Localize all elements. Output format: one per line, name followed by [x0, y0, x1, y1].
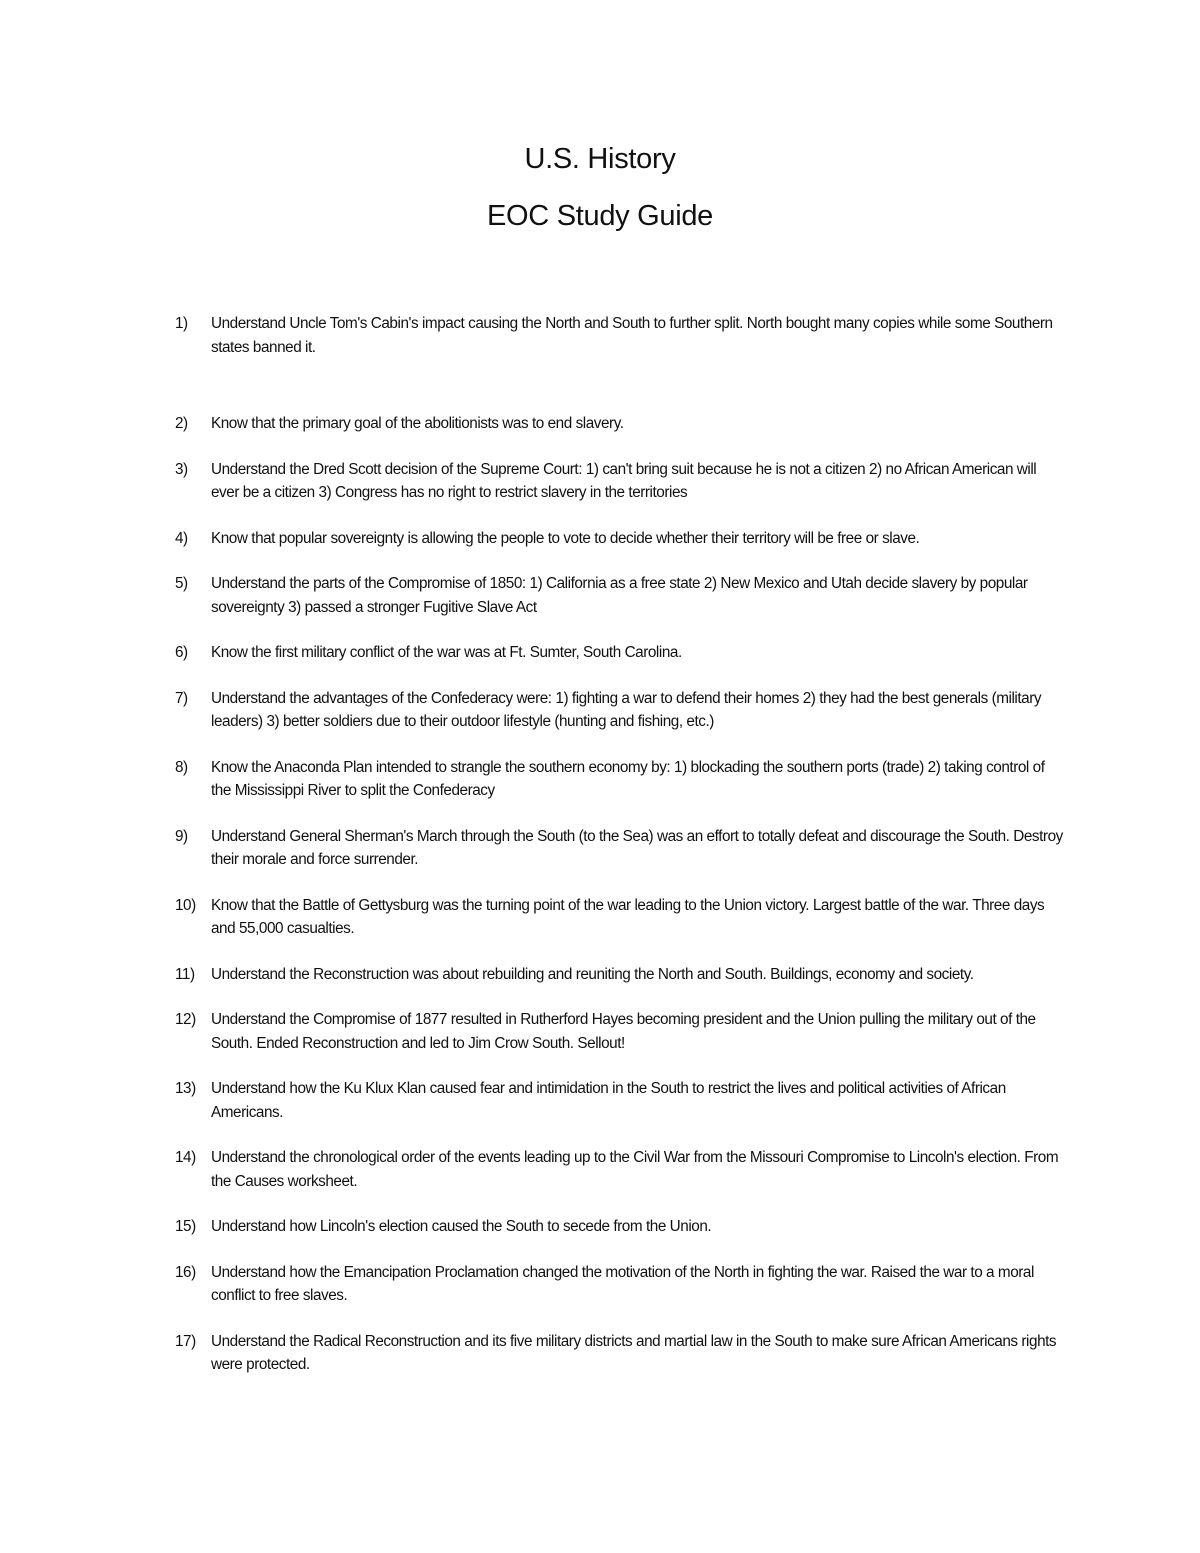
item-number: 7)	[175, 689, 188, 707]
item-number: 1)	[175, 315, 188, 332]
document-subtitle: EOC Study Guide	[487, 200, 713, 232]
list-item	[0, 894, 1200, 941]
list-item	[0, 527, 1200, 551]
item-text: Understand the Dred Scott decision of the Supreme Court: 1) can't bring suit because he is not a citizen 2) no African American will ever be a citizen 3) Congress has no right to restrict slavery in the territories	[211, 460, 1037, 501]
item-number: 14)	[175, 1149, 196, 1166]
list-item	[0, 1146, 1200, 1193]
list-item	[0, 756, 1200, 803]
item-number: 15)	[175, 1218, 196, 1235]
list-item	[0, 1008, 1200, 1055]
list-item	[0, 572, 1200, 619]
item-text: Understand the parts of the Compromise of 1850: 1) California as a free state 2) New Mexico and Utah decide slavery by popular sovereignty 3) passed a stronger Fugitive Slave Act	[211, 575, 1028, 616]
item-number: 11)	[175, 965, 195, 983]
list-item	[0, 1261, 1200, 1308]
item-text: Understand the Compromise of 1877 resulted in Rutherford Hayes becoming president and the Union pulling the military out of the South. Ended Reconstruction and led to Jim Crow South. Sellout!	[211, 1011, 1036, 1052]
item-number: 13)	[175, 1080, 196, 1097]
document-title: U.S. History	[524, 143, 676, 175]
list-item	[0, 1215, 1200, 1239]
list-item	[0, 412, 1200, 436]
item-text: Know that the primary goal of the abolitionists was to end slavery.	[211, 415, 624, 432]
item-text: Know the Anaconda Plan intended to strangle the southern economy by: 1) blockading the southern ports (trade) 2) taking control of the Mississippi River to split the Confederacy	[211, 758, 1045, 799]
item-text: Understand how Lincoln's election caused the South to secede from the Union.	[211, 1218, 712, 1235]
item-number: 16)	[175, 1263, 196, 1281]
list-item	[0, 687, 1200, 734]
item-text: Understand how the Emancipation Proclamation changed the motivation of the North in fighting the war. Raised the war to a moral conflict to free slaves.	[211, 1263, 1034, 1304]
item-text: Understand the advantages of the Confederacy were: 1) fighting a war to defend their homes 2) they had the best generals (military leaders) 3) better soldiers due to their outdoor lifestyle (hunting and fishing, etc.)	[211, 689, 1042, 730]
item-number: 9)	[175, 827, 188, 845]
item-text: Know the first military conflict of the war was at Ft. Sumter, South Carolina.	[211, 644, 682, 661]
list-item	[0, 825, 1200, 872]
item-number: 8)	[175, 758, 188, 776]
item-text: Know that popular sovereignty is allowing the people to vote to decide whether their territory will be free or slave.	[211, 529, 920, 547]
item-number: 3)	[175, 460, 188, 478]
item-text: Understand Uncle Tom's Cabin's impact causing the North and South to further split. North bought many copies while some Southern states banned it.	[211, 315, 1053, 356]
item-number: 2)	[175, 415, 188, 432]
item-text: Understand how the Ku Klux Klan caused fear and intimidation in the South to restrict the lives and political activities of African Americans.	[211, 1080, 1006, 1121]
list-item	[0, 312, 1200, 359]
item-number: 12)	[175, 1011, 196, 1028]
item-number: 10)	[175, 896, 196, 914]
study-guide-list	[0, 312, 1200, 1377]
item-number: 17)	[175, 1332, 196, 1350]
list-item	[0, 641, 1200, 665]
item-text: Understand General Sherman's March through the South (to the Sea) was an effort to totally defeat and discourage the South. Destroy their morale and force surrender.	[211, 827, 1063, 868]
item-number: 5)	[175, 575, 188, 592]
item-text: Understand the chronological order of the events leading up to the Civil War from the Missouri Compromise to Lincoln's election. From the Causes worksheet.	[211, 1149, 1059, 1190]
item-text: Understand the Radical Reconstruction and its five military districts and martial law in the South to make sure African Americans rights were protected.	[211, 1332, 1057, 1373]
item-text: Understand the Reconstruction was about rebuilding and reuniting the North and South. Buildings, economy and society.	[211, 965, 974, 983]
item-number: 6)	[175, 644, 188, 661]
list-item	[0, 963, 1200, 987]
list-item	[0, 1330, 1200, 1377]
list-item	[0, 1077, 1200, 1124]
item-number: 4)	[175, 529, 188, 547]
item-text: Know that the Battle of Gettysburg was the turning point of the war leading to the Union victory. Largest battle of the war. Three days and 55,000 casualties.	[211, 896, 1045, 937]
list-item	[0, 458, 1200, 505]
